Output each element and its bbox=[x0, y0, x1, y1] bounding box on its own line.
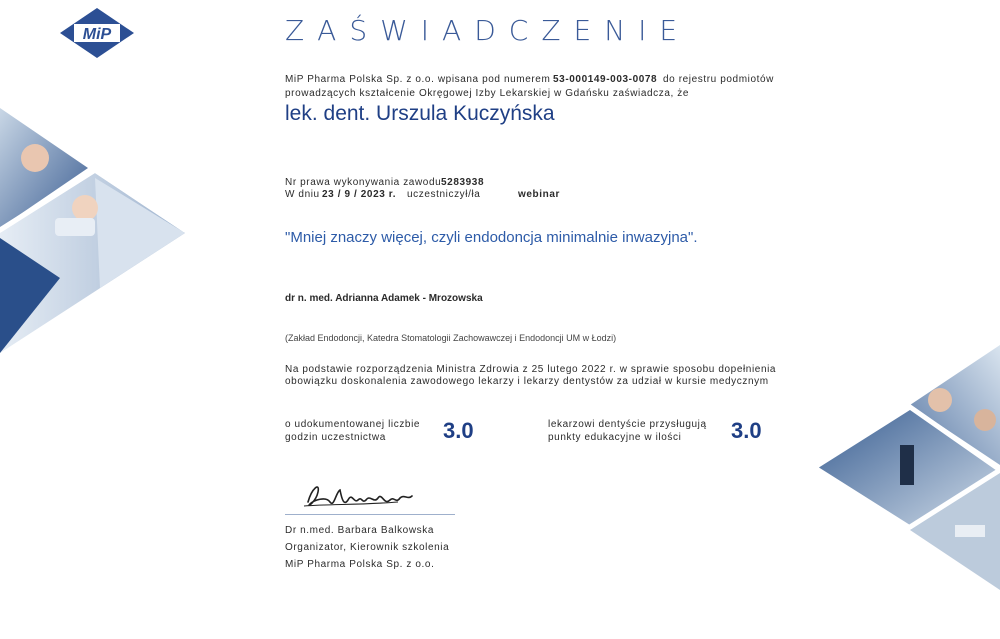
certificate-title: ZAŚWIADCZENIE bbox=[285, 14, 691, 47]
legal-basis-line2: obowiązku doskonalenia zawodowego lekarzy i lekarzy dentystów za udział w kursie medycznym bbox=[285, 376, 769, 387]
date-label: W dniu bbox=[285, 189, 320, 200]
legal-basis-line1: Na podstawie rozporządzenia Ministra Zdrowia z 25 lutego 2022 r. w sprawie sposobu dopełnienia bbox=[285, 364, 777, 375]
license-label: Nr prawa wykonywania zawodu bbox=[285, 177, 442, 188]
logo-text: MiP bbox=[82, 26, 112, 43]
intro-line2: prowadzących kształcenie Okręgowej Izby Lekarskiej w Gdańsku zaświadcza, że bbox=[285, 88, 690, 99]
intro-line1-prefix: MiP Pharma Polska Sp. z o.o. wpisana pod numerem bbox=[285, 74, 551, 85]
registry-number: 53-000149-003-0078 bbox=[553, 74, 658, 85]
participation-date: 23 / 9 / 2023 r. bbox=[322, 189, 397, 200]
signatory-role: Organizator, Kierownik szkolenia bbox=[285, 542, 450, 553]
intro-line1-suffix: do rejestru podmiotów bbox=[663, 74, 774, 85]
participation-form: webinar bbox=[518, 189, 560, 200]
signature bbox=[300, 478, 420, 514]
points-label-line1: lekarzowi dentyście przysługują bbox=[548, 419, 707, 430]
hours-label-line1: o udokumentowanej liczbie bbox=[285, 419, 421, 430]
hours-value: 3.0 bbox=[443, 418, 474, 443]
signatory-company: MiP Pharma Polska Sp. z o.o. bbox=[285, 559, 435, 570]
lab-photo-collage bbox=[815, 345, 1000, 590]
lecturer-affiliation: (Zakład Endodoncji, Katedra Stomatologii Zachowawczej i Endodoncji UM w Łodzi) bbox=[285, 333, 617, 343]
course-title: "Mniej znaczy więcej, czyli endodoncja minimalnie inwazyjna". bbox=[285, 229, 698, 246]
dental-photo-collage bbox=[0, 108, 185, 353]
hours-label-line2: godzin uczestnictwa bbox=[285, 432, 386, 443]
license-number: 5283938 bbox=[441, 177, 485, 188]
points-label-line2: punkty edukacyjne w ilości bbox=[548, 432, 682, 443]
participation-label: uczestniczył/ła bbox=[407, 189, 481, 200]
mip-logo bbox=[60, 8, 134, 58]
signature-line bbox=[285, 514, 455, 515]
lecturer-name: dr n. med. Adrianna Adamek - Mrozowska bbox=[285, 293, 483, 304]
signatory-name: Dr n.med. Barbara Balkowska bbox=[285, 525, 435, 536]
recipient-name: lek. dent. Urszula Kuczyńska bbox=[285, 102, 555, 125]
points-value: 3.0 bbox=[731, 418, 762, 443]
